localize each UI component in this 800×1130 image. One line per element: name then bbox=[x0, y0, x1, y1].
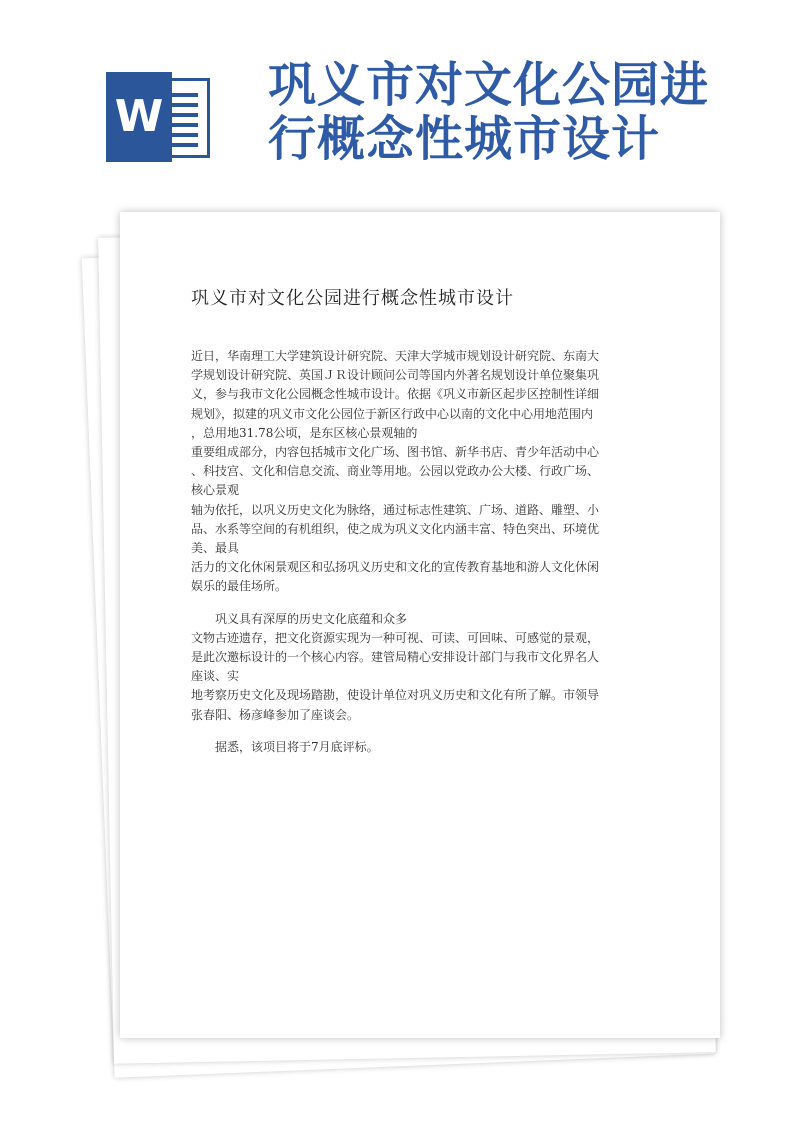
document-body bbox=[191, 347, 633, 757]
text-line: 近日，华南理工大学建筑设计研究院、天津大学城市规划设计研究院、东南大 bbox=[191, 349, 600, 363]
text-line: ，总用地31.78公顷，是东区核心景观轴的 bbox=[191, 425, 418, 440]
text-line: 规划》，拟建的巩义市文化公园位于新区行政中心以南的文化中心用地范围内 bbox=[191, 406, 594, 421]
text-line: 座谈、实 bbox=[191, 669, 240, 684]
text-line: 是此次邀标设计的一个核心内容。建管局精心安排设计部门与我市文化界名人 bbox=[191, 650, 600, 665]
paragraph-3 bbox=[191, 738, 633, 757]
text-line: 地考察历史文化及现场踏勘，使设计单位对巩义历史和文化有所了解。市领导 bbox=[191, 688, 600, 703]
text-line: 娱乐的最佳场所。 bbox=[191, 579, 288, 594]
paragraph-1 bbox=[191, 347, 633, 597]
text-line: 据悉，该项目将于7月底评标。 bbox=[215, 739, 379, 754]
text-line: 轴为依托，以巩义历史文化为脉络，通过标志性建筑、广场、道路、雕塑、小 bbox=[191, 502, 600, 517]
text-line: 品、水系等空间的有机组织，使之成为巩义文化内涵丰富、特色突出、环境优 bbox=[191, 521, 600, 536]
text-line: 核心景观 bbox=[191, 483, 240, 498]
text-line: 巩义具有深厚的历史文化底蕴和众多 bbox=[215, 611, 408, 626]
text-line: 重要组成部分，内容包括城市文化广场、图书馆、新华书店、青少年活动中心 bbox=[191, 445, 600, 460]
page-title: 巩义市对文化公园进行概念性城市设计 bbox=[268, 57, 710, 167]
text-line: 美、最具 bbox=[191, 541, 240, 556]
word-icon-letter: W bbox=[106, 72, 172, 162]
word-document-icon bbox=[106, 72, 214, 162]
text-line: 、科技宫、文化和信息交流、商业等用地。公园以党政办公大楼、行政广场、 bbox=[191, 464, 600, 479]
paragraph-2 bbox=[191, 610, 633, 725]
text-line: 张春阳、杨彦峰参加了座谈会。 bbox=[191, 707, 360, 722]
text-line: 活力的文化休闲景观区和弘扬巩义历史和文化的宣传教育基地和游人文化休闲 bbox=[191, 560, 600, 575]
text-line: 义，参与我市文化公园概念性城市设计。依据《巩义市新区起步区控制性详细 bbox=[191, 387, 600, 402]
text-line: 文物古迹遗存，把文化资源实现为一种可视、可读、可回味、可感觉的景观， bbox=[191, 630, 600, 645]
text-line: 学规划设计研究院、英国ＪＲ设计顾问公司等国内外著名规划设计单位聚集巩 bbox=[191, 368, 600, 383]
document-heading: 巩义市对文化公园进行概念性城市设计 bbox=[191, 288, 514, 309]
